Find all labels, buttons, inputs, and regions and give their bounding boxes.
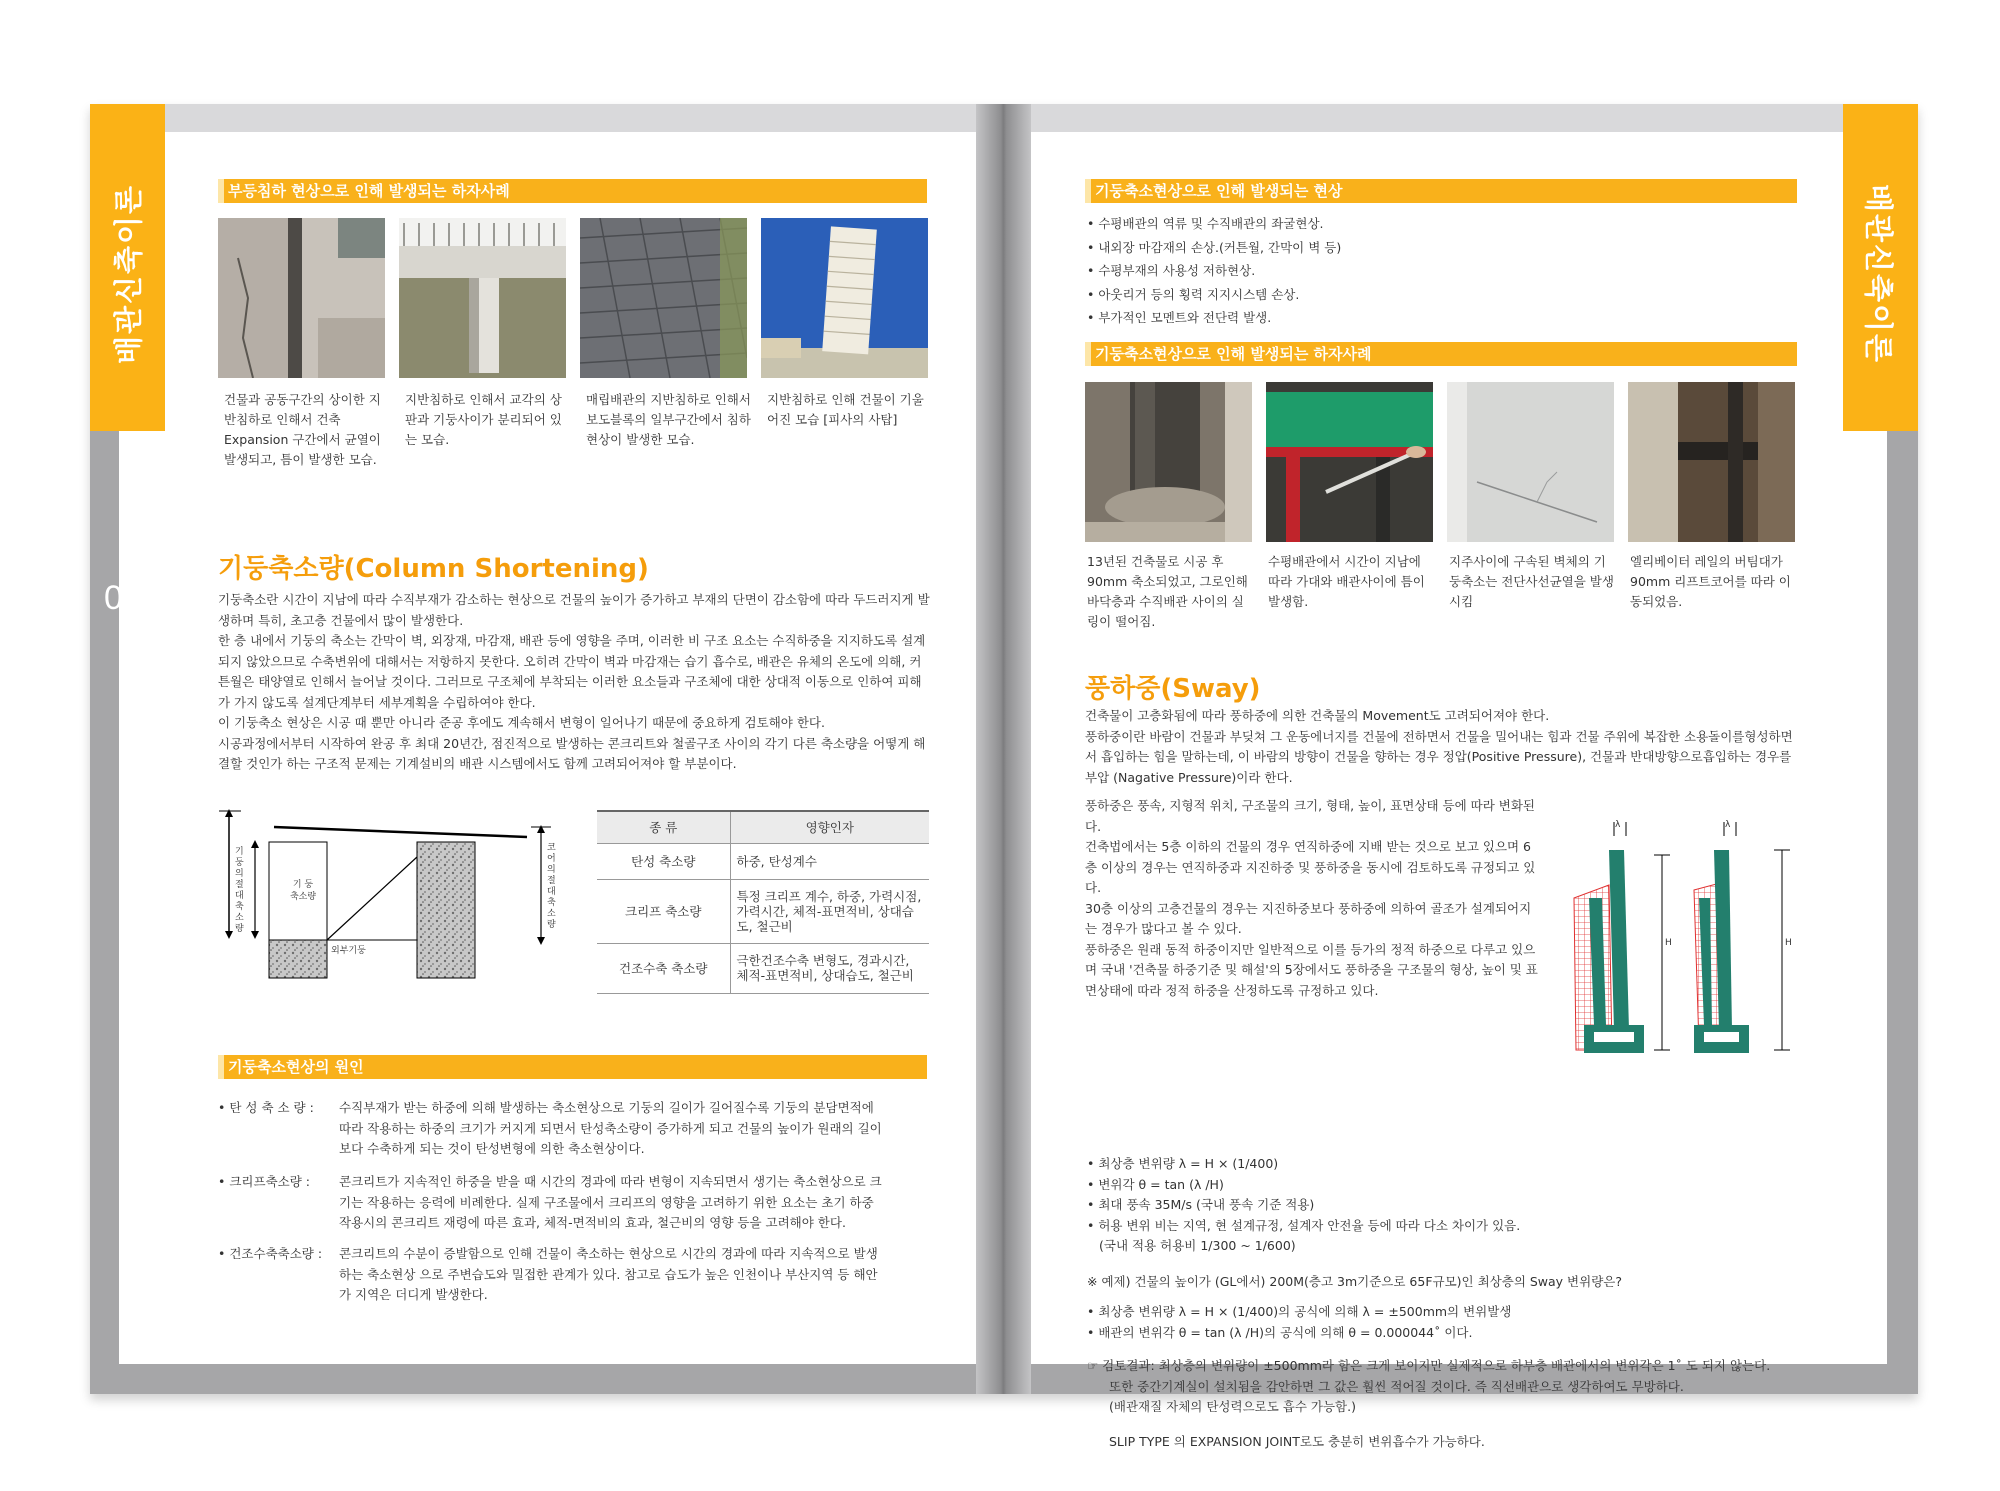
spine-gutter — [976, 104, 1031, 1394]
caption-2: 지반침하로 인해서 교각의 상판과 기둥사이가 분리되어 있는 모습. — [405, 392, 562, 447]
table-cell: 하중, 탄성계수 — [730, 843, 929, 879]
sway-building-a — [1574, 822, 1670, 1053]
paragraph: 건축법에서는 5층 이하의 건물의 경우 연직하중에 지배 받는 것으로 보고 있으며 6층 이상의 경우는 연직하중과 지진하중 및 풍하중을 동시에 검토하도록 규정되고 있다. — [1085, 839, 1536, 895]
sway-figure — [1554, 820, 1804, 1060]
paragraph: 풍하중은 풍속, 지형적 위치, 구조물의 크기, 형태, 높이, 표면상태 등에 따라 변화된다. — [1085, 798, 1535, 834]
photo-pisa-tower — [761, 218, 928, 378]
label-column-shortening: 기 둥 축소량 — [289, 880, 317, 902]
section-bar-title: 기둥축소현상의 원인 — [228, 1058, 364, 1076]
shortening-factors-table — [597, 810, 929, 994]
section-bar-title: 부등침하 현상으로 인해 발생되는 하자사례 — [228, 182, 510, 200]
label-exterior-column: 외부기둥 — [331, 946, 366, 956]
paragraph: 이 기둥축소 현상은 시공 때 뿐만 아니라 준공 후에도 계속해서 변형이 일어나기 때문에 중요하게 검토해야 한다. — [218, 715, 825, 730]
paragraph: 건축물이 고층화됨에 따라 풍하중에 의한 건축물의 Movement도 고려되어져야 한다. — [1085, 708, 1550, 723]
label-h-a: H — [1665, 938, 1672, 948]
table-row — [597, 843, 929, 879]
photo-wall-shear-crack — [1447, 382, 1614, 542]
shortening-diagram — [219, 807, 559, 992]
side-title-left: 배관신축이론 — [111, 183, 146, 365]
column-header-factors: 영향인자 — [730, 811, 929, 843]
table-cell: 특정 크리프 계수, 하중, 가력시점, 가력시간, 체적-표면적비, 상대습도, 철근비 — [730, 879, 929, 943]
table-cell: 극한건조수축 변형도, 경과시간, 체적-표면적비, 상대습도, 철근비 — [730, 943, 929, 993]
heading-sway: 풍하중(Sway) — [1085, 674, 1261, 704]
page-number-left: 06 — [104, 579, 142, 617]
section-bar-defects — [1085, 342, 1797, 366]
paragraph: 또한 중간기계실이 설치됨을 감안하면 그 값은 훨씬 적어질 것이다. 즉 직선배관으로 생각하여도 무방하다. — [1109, 1378, 1684, 1394]
label-core-absolute: 코어의절대축소량 — [547, 843, 556, 930]
top-band-right — [1031, 104, 1887, 132]
list-item: • 수평배관의 역류 및 수직배관의 좌굴현상. — [1087, 212, 1787, 236]
table-cell: 크리프 축소량 — [597, 879, 730, 943]
section-bar-causes — [218, 1055, 927, 1079]
cause-item-drying — [218, 1244, 930, 1314]
heading-column-shortening: 기둥축소량(Column Shortening) — [218, 554, 649, 584]
column-shortening-body — [218, 590, 930, 775]
sway-intro — [1085, 706, 1803, 788]
page-left — [119, 132, 976, 1364]
list-item: • 아웃리거 등의 횡력 지지시스템 손상. — [1087, 283, 1787, 307]
cause-text: 콘크리트의 수분이 증발함으로 인해 건물이 축소하는 현상으로 시간의 경과에 따라 지속적으로 발생하는 축소현상 으로 주변습도와 밀접한 관계가 있다. 참고로 습도가 높은 인천이나 부산지역 등 해안가 지역은 더디게 발생한다. — [339, 1246, 878, 1302]
table-cell: 탄성 축소량 — [597, 843, 730, 879]
paragraph: 풍하중이란 바람이 건물과 부딪쳐 그 운동에너지를 건물에 전하면서 건물을 밀어내는 힘과 건물 주위에 복잡한 소용돌이를형성하면서 흡입하는 힘을 말하는데, 이 바람의 방향이 건물을 향하는 경우 정압(Positive Pressure), 건물과 반대방향으로흡입하는 경우를 부압 (Nagative Pressure)이라 한다. — [1085, 728, 1793, 785]
caption-defect-2: 수평배관에서 시간이 지남에 따라 가대와 배관사이에 틈이 발생함. — [1268, 554, 1425, 609]
section-bar-title: 기둥축소현상으로 인해 발생되는 현상 — [1095, 182, 1343, 200]
example-list — [1087, 1302, 1787, 1343]
cause-text: 수직부재가 받는 하중에 의해 발생하는 축소현상으로 기둥의 길이가 길어질수록 기둥의 분담면적에 따라 작용하는 하중의 크기가 커지게 되면서 탄성축소량이 증가하게 되고 건물의 높이가 원래의 길이보다 수축하게 되는 것이 탄성변형에 의한 축소현상이다. — [339, 1100, 882, 1156]
caption-3: 매립배관의 지반침하로 인해서 보도블록의 일부구간에서 침하현상이 발생한 모습. — [586, 392, 751, 447]
conclusion-text: SLIP TYPE 의 EXPANSION JOINT로도 충분히 변위흡수가 가능하다. — [1109, 1434, 1485, 1449]
list-item: • 내외장 마감재의 손상.(커튼월, 간막이 벽 등) — [1087, 236, 1787, 260]
caption-defect-3: 지주사이에 구속된 벽체의 기둥축소는 전단사선균열을 발생시킴 — [1449, 554, 1614, 609]
cause-label: • 크리프축소량 : — [218, 1174, 310, 1189]
photo-elevator-bracket — [1628, 382, 1795, 542]
paragraph: 30층 이상의 고층건물의 경우는 지진하중보다 풍하중에 의하여 골조가 설계되어지는 경우가 많다고 볼 수 있다. — [1085, 900, 1532, 936]
phenomena-list — [1087, 212, 1787, 330]
list-item: • 최대 풍속 35M/s (국내 풍속 기준 적용) — [1087, 1195, 1607, 1216]
table-row — [597, 879, 929, 943]
label-h-b: H — [1785, 938, 1792, 948]
list-item: • 수평부재의 사용성 저하현상. — [1087, 259, 1787, 283]
sway-building-b — [1694, 822, 1790, 1053]
cause-item-elastic — [218, 1098, 930, 1168]
paragraph: 한 층 내에서 기둥의 축소는 간막이 벽, 외장재, 마감재, 배관 등에 영향을 주며, 이러한 비 구조 요소는 수직하중을 지지하도록 설계되지 않았으므로 수축변위에 대해서는 저항하지 못한다. 오히려 간막이 벽과 마감재는 습기 흡수로, 배관은 유체의 온도에 의해, 커튼월은 태양열로 인해서 늘어날 것이다. 그러므로 구조체에 부착되는 이러한 요소들과 구조체에 대한 상대적 이동으로 인하여 피해가 가지 않도록 설계단계부터 세부계획을 수립하여야 한다. — [218, 633, 926, 710]
page-number-right: 07 — [1835, 579, 1873, 617]
list-item: • 허용 변위 비는 지역, 현 설계규정, 설계자 안전율 등에 따라 다소 차이가 있음. — [1087, 1216, 1607, 1237]
section-bar-title: 기둥축소현상으로 인해 발생되는 하자사례 — [1095, 345, 1372, 363]
example-question: ※ 예제) 건물의 높이가 (GL에서) 200M(층고 3m기준으로 65F규모)인 최상층의 Sway 변위량은? — [1087, 1274, 1622, 1289]
caption-1: 건물과 공동구간의 상이한 지반침하로 인해서 건축 Expansion 구간에서 균열이 발생되고, 틈이 발생한 모습. — [224, 392, 381, 467]
section-bar-phenomena — [1085, 179, 1797, 203]
list-item: • 부가적인 모멘트와 전단력 발생. — [1087, 306, 1787, 330]
list-item: • 변위각 θ = tan (λ /H) — [1087, 1175, 1607, 1196]
section-bar-subsidence — [218, 179, 927, 203]
paragraph: 기둥축소란 시간이 지남에 따라 수직부재가 감소하는 현상으로 건물의 높이가 증가하고 부재의 단면이 감소함에 따라 두드러지게 발생하며 특히, 초고층 건물에서 많이 발생한다. — [218, 592, 930, 628]
photo-sidewalk-blocks — [580, 218, 747, 378]
paragraph: ☞ 검토결과: 최상층의 변위량이 ±500mm라 함은 크게 보이지만 실제적으로 하부층 배관에서의 변위각은 1˚ 도 되지 않는다. — [1087, 1358, 1771, 1373]
paragraph: (배관재질 자체의 탄성력으로도 흡수 가능함.) — [1109, 1399, 1356, 1414]
paragraph: 시공과정에서부터 시작하여 완공 후 최대 20년간, 점진적으로 발생하는 콘크리트와 철골구조 사이의 각기 다른 축소량을 어떻게 해결할 것인가 하는 구조적 문제는 기계설비의 배관 시스템에서도 함께 고려되어져야 할 부분이다. — [218, 735, 926, 771]
review-result — [1087, 1356, 1827, 1418]
page-right — [1031, 132, 1887, 1449]
side-title-right: 배관신축이론 — [1861, 183, 1896, 365]
caption-4: 지반침하로 인해 건물이 기울어진 모습 [피사의 사탑] — [767, 392, 924, 427]
table-header-row — [597, 811, 929, 843]
caption-defect-1: 13년된 건축물로 시공 후 90mm 축소되었고, 그로인해 바닥층과 수직배관 사이의 실링이 떨어짐. — [1087, 554, 1248, 629]
cause-label: • 건조수축축소량 : — [218, 1246, 323, 1261]
label-lambda-b: λ — [1725, 820, 1731, 830]
table-cell: 건조수축 축소량 — [597, 943, 730, 993]
cause-label: • 탄 성 축 소 량 : — [218, 1100, 314, 1115]
sway-body — [1085, 796, 1540, 1001]
photo-wall-crack — [218, 218, 385, 378]
caption-defect-4: 엘리베이터 레일의 버팀대가 90mm 리프트코어를 따라 이동되었음. — [1630, 554, 1791, 609]
photo-bridge-pier — [399, 218, 566, 378]
list-item: • 배관의 변위각 θ = tan (λ /H)의 공식에 의해 θ = 0.000044˚ 이다. — [1087, 1323, 1787, 1344]
formula-note: (국내 적용 허용비 1/300 ~ 1/600) — [1099, 1238, 1296, 1253]
top-band-left — [119, 104, 976, 132]
cause-item-creep — [218, 1172, 930, 1242]
column-header-type: 종 류 — [597, 811, 730, 843]
photo-horizontal-pipe — [1266, 382, 1433, 542]
list-item: • 최상층 변위량 λ = H × (1/400)의 공식에 의해 λ = ±500mm의 변위발생 — [1087, 1302, 1787, 1323]
photo-column-base — [1085, 382, 1252, 542]
cause-text: 콘크리트가 지속적인 하중을 받을 때 시간의 경과에 따라 변형이 지속되면서 생기는 축소현상으로 크기는 작용하는 응력에 비례한다. 실제 구조물에서 크리프의 영향을 고려하기 위한 요소는 초기 하중작용시의 콘크리트 재령에 따른 효과, 체적-면적비의 효과, 철근비의 영향 등을 고려해야 한다. — [339, 1174, 882, 1230]
paragraph: 풍하중은 원래 동적 하중이지만 일반적으로 이를 등가의 정적 하중으로 다루고 있으며 국내 '건축물 하중기준 및 해설'의 5장에서도 풍하중을 구조물의 형상, 높이 및 표면상태에 따라 정적 하중을 산정하도록 규정하고 있다. — [1085, 941, 1538, 998]
table-row — [597, 943, 929, 993]
label-column-absolute: 기둥의절대축소량 — [235, 847, 244, 934]
sway-formula-list — [1087, 1154, 1607, 1236]
list-item: • 최상층 변위량 λ = H × (1/400) — [1087, 1154, 1607, 1175]
brochure-spread — [90, 104, 1918, 1449]
label-lambda-a: λ — [1615, 820, 1621, 830]
